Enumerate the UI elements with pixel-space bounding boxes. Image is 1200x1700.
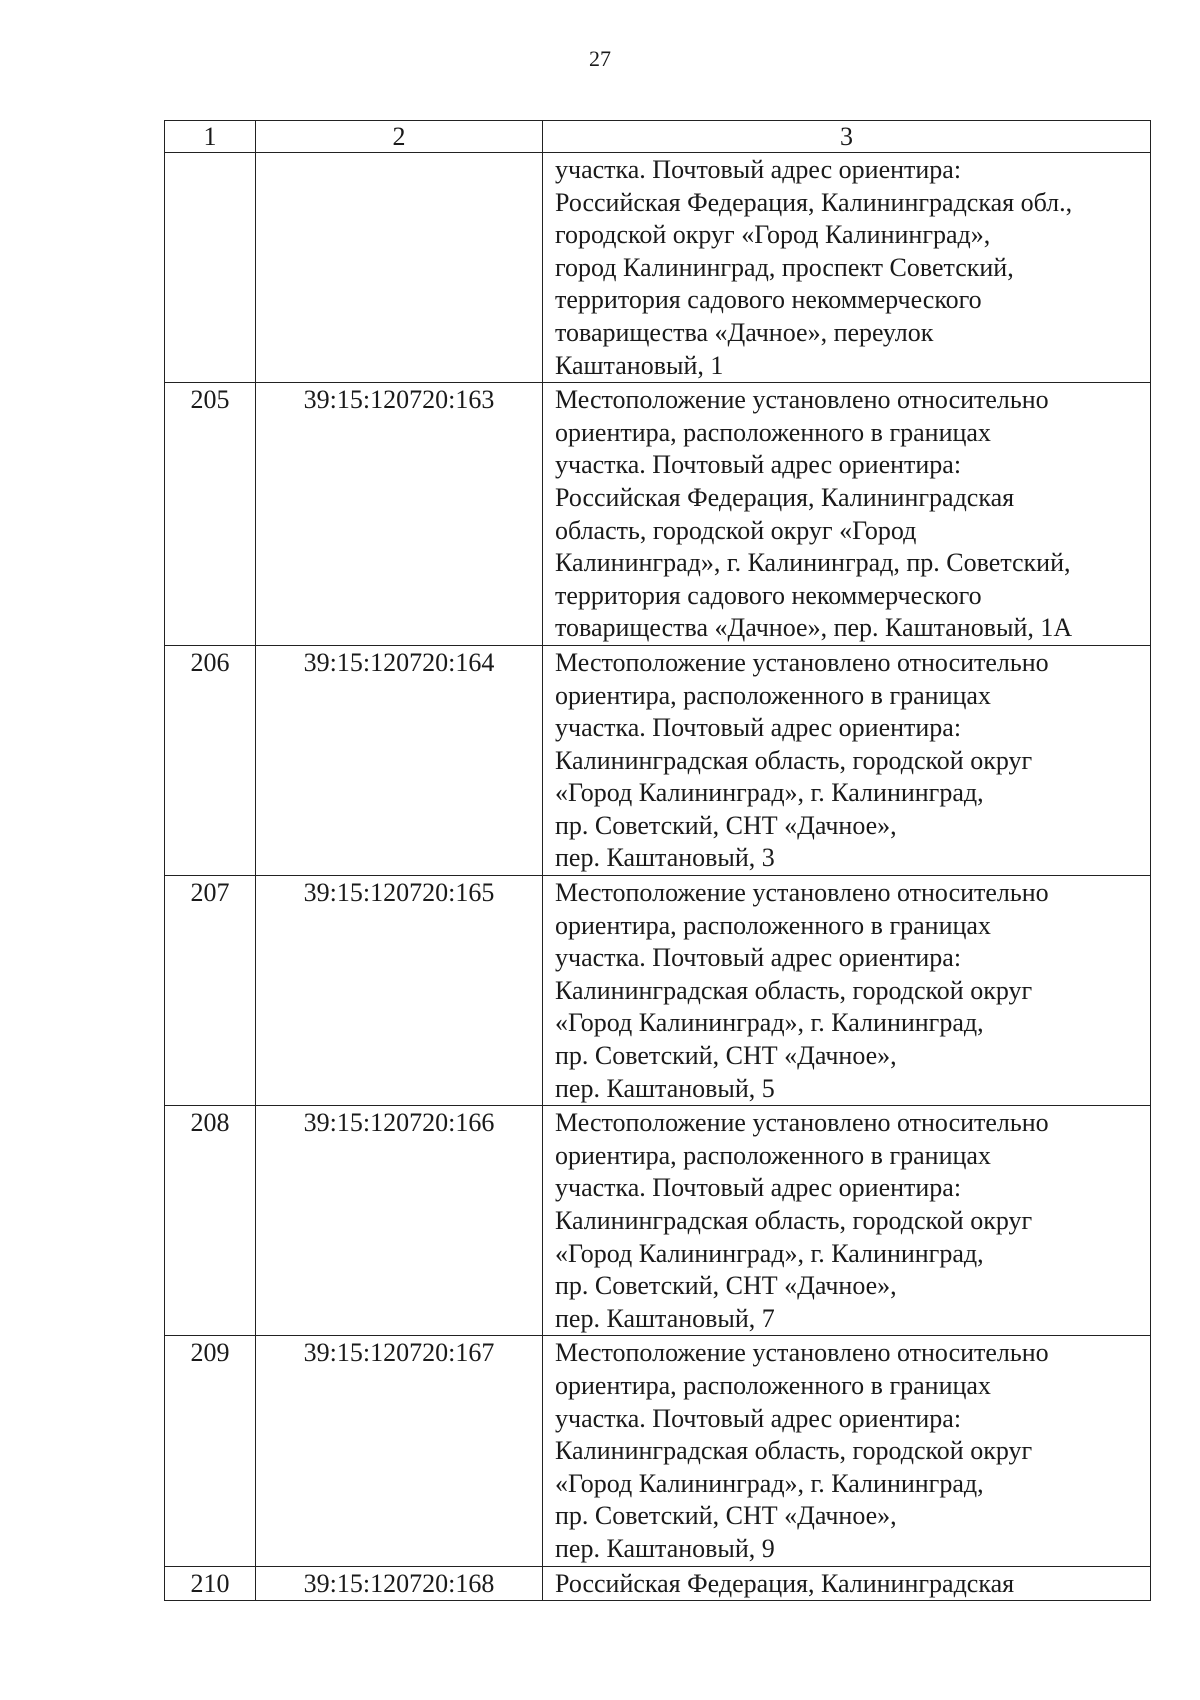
location-description-line: городской округ «Город Калининград», (555, 220, 991, 250)
location-description-line: Калининградская область, городской округ (555, 975, 1033, 1005)
column-number-2: 2 (256, 121, 543, 153)
table-row (165, 1336, 1151, 1566)
cadastral-number-cell: 39:15:120720:168 (256, 1566, 543, 1601)
location-description-line: Российская Федерация, Калининградская обл., (555, 187, 1073, 217)
location-description-line: Калининградская область, городской округ (555, 745, 1033, 775)
row-number-cell: 206 (165, 645, 256, 875)
location-description-line: «Город Калининград», г. Калининград, (555, 778, 984, 808)
cadastral-number-cell: 39:15:120720:163 (256, 383, 543, 646)
table-row (165, 383, 1151, 646)
table-row (165, 153, 1151, 383)
row-number-cell: 205 (165, 383, 256, 646)
location-description-line: пр. Советский, СНТ «Дачное», (555, 1041, 897, 1071)
location-description-cell (543, 153, 1151, 383)
location-description-line: пр. Советский, СНТ «Дачное», (555, 810, 897, 840)
row-number-cell: 210 (165, 1566, 256, 1601)
location-description-line: город Калининград, проспект Советский, (555, 252, 1014, 282)
row-number-cell: 209 (165, 1336, 256, 1566)
row-number-cell: 207 (165, 876, 256, 1106)
location-description-cell (543, 383, 1151, 646)
cadastral-number-cell (256, 153, 543, 383)
location-description-line: Калининградская область, городской округ (555, 1206, 1033, 1235)
cadastral-number-cell: 39:15:120720:166 (256, 1106, 543, 1336)
table-row (165, 876, 1151, 1106)
column-number-3: 3 (543, 121, 1151, 153)
page-number: 27 (589, 46, 611, 71)
location-description-line: пер. Каштановый, 9 (555, 1533, 775, 1563)
location-description-line: Местоположение установлено относительно (555, 878, 1049, 908)
row-number-cell (165, 153, 256, 383)
location-description-line: участка. Почтовый адрес ориентира: (555, 450, 962, 480)
location-description-line: область, городской округ «Город (555, 515, 917, 545)
location-description-line: товарищества «Дачное», пер. Каштановый, 1А (555, 613, 1073, 643)
location-description-cell (543, 1106, 1151, 1336)
location-description-line: Российская Федерация, Калининградская (555, 482, 1015, 512)
location-description-line: Калининградская область, городской округ (555, 1436, 1033, 1466)
table-row (165, 1106, 1151, 1336)
location-description-line: «Город Калининград», г. Калининград, (555, 1238, 984, 1268)
location-description-line: пер. Каштановый, 3 (555, 843, 775, 873)
land-plot-table (164, 120, 1151, 1601)
location-description-line: территория садового некоммерческого (555, 580, 982, 610)
location-description-line: участка. Почтовый адрес ориентира: (555, 713, 962, 743)
location-description-line: ориентира, расположенного в границах (555, 417, 991, 447)
location-description-line: Местоположение установлено относительно (555, 385, 1049, 415)
location-description-line: Российская Федерация, Калининградская (555, 1568, 1015, 1598)
location-description-line: участка. Почтовый адрес ориентира: (555, 155, 962, 184)
cadastral-number-cell: 39:15:120720:167 (256, 1336, 543, 1566)
location-description-line: ориентира, расположенного в границах (555, 1140, 991, 1170)
location-description-line: пер. Каштановый, 5 (555, 1073, 775, 1103)
location-description-line: участка. Почтовый адрес ориентира: (555, 943, 962, 973)
location-description-line: пер. Каштановый, 7 (555, 1303, 775, 1333)
location-description-cell (543, 1336, 1151, 1566)
location-description-line: Местоположение установлено относительно (555, 1338, 1049, 1368)
row-number-cell: 208 (165, 1106, 256, 1336)
location-description-line: Калининград», г. Калининград, пр. Советский, (555, 548, 1071, 578)
location-description-line: ориентира, расположенного в границах (555, 910, 991, 940)
location-description-line: пр. Советский, СНТ «Дачное», (555, 1501, 897, 1531)
location-description-line: ориентира, расположенного в границах (555, 1370, 991, 1400)
location-description-line: ориентира, расположенного в границах (555, 680, 991, 710)
location-description-line: «Город Калининград», г. Калининград, (555, 1468, 984, 1498)
location-description-line: товарищества «Дачное», переулок (555, 317, 934, 347)
location-description-line: территория садового некоммерческого (555, 285, 982, 315)
location-description-line: Местоположение установлено относительно (555, 647, 1049, 677)
column-number-header-row (165, 121, 1151, 153)
location-description-line: участка. Почтовый адрес ориентира: (555, 1173, 962, 1203)
table-body (165, 153, 1151, 1601)
location-description-line: Местоположение установлено относительно (555, 1108, 1049, 1138)
table-row (165, 645, 1151, 875)
location-description-line: «Город Калининград», г. Калининград, (555, 1008, 984, 1038)
location-description-cell (543, 876, 1151, 1106)
column-number-1: 1 (165, 121, 256, 153)
cadastral-number-cell: 39:15:120720:165 (256, 876, 543, 1106)
location-description-cell (543, 1566, 1151, 1601)
location-description-line: участка. Почтовый адрес ориентира: (555, 1403, 962, 1433)
location-description-line: пр. Советский, СНТ «Дачное», (555, 1271, 897, 1301)
location-description-line: Каштановый, 1 (555, 350, 724, 380)
table-row (165, 1566, 1151, 1601)
location-description-cell (543, 645, 1151, 875)
cadastral-number-cell: 39:15:120720:164 (256, 645, 543, 875)
